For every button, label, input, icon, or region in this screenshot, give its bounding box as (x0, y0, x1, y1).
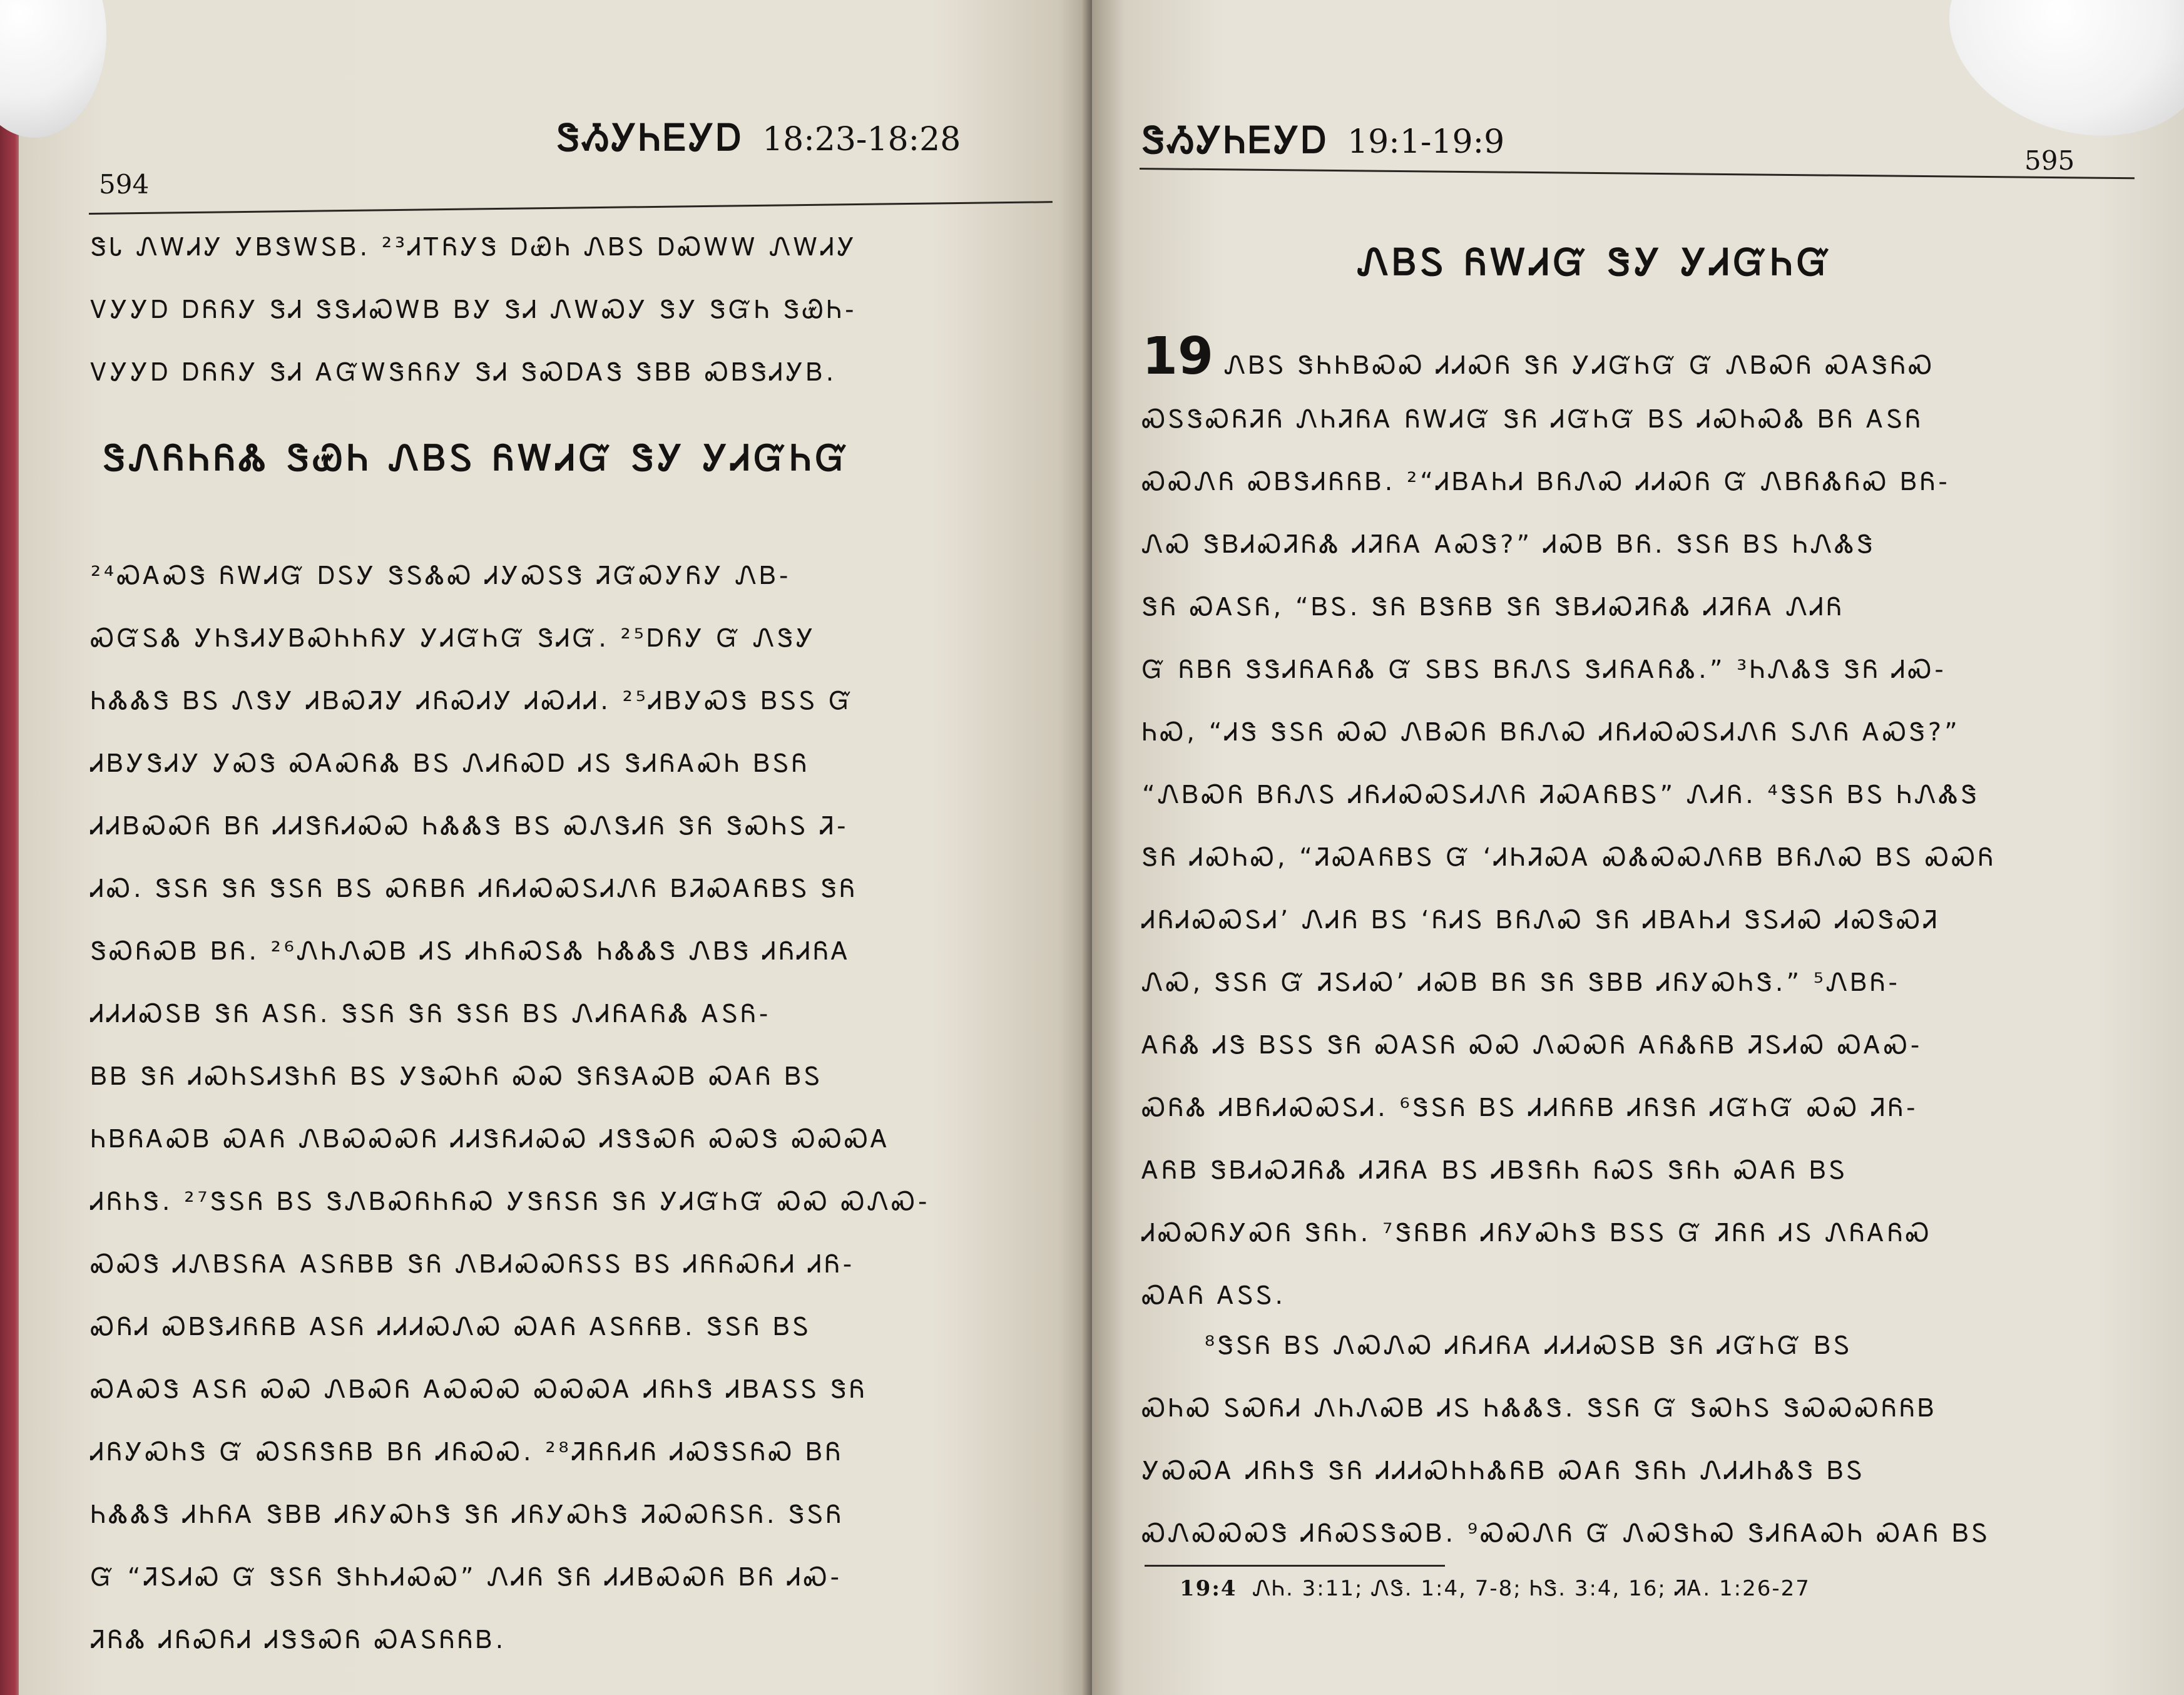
text-line: “ᏁᏴᏍᏲ ᏴᏲᏁᏚ ᏗᏲᏗᏍᏍᏚᏗᏁᏲ ᏘᏍᎪᏲᏴᏚ” ᏁᏗᏲ. ⁴ᏕᏚᏲ ᏴᏚ ᏂᏁᏜᏕ (1142, 781, 1980, 809)
text-line: ᏍᏳᏚᏜ ᎩᏂᏕᏗᎩᏴᏍᏂᏂᏲᎩ ᎩᏗᏳᏂᏳ ᏕᏗᏳ. ²⁵ᎠᏲᎩ Ᏻ ᏁᏕᎩ (91, 624, 817, 653)
text-line: ᏗᏲᏗᏍᏍᏚᏗ’ ᏁᏗᏲ ᏴᏚ ‘ᏲᏗᏚ ᏴᏲᏁᏍ ᏕᏲ ᏗᏴᎪᏂᏗ ᏕᏚᏗᏍ ᏗᏍᏕᏍᏘ (1142, 906, 1941, 935)
left-section-heading: ᏕᏁᏲᏂᏲᏜ ᏕᏯᏂ ᏁᏴᏚ ᏲᎳᏗᏳ ᏕᎩ ᎩᏗᏳᏂᏳ (103, 438, 852, 479)
text-line: ᏍᏍᏕ ᏗᏁᏴᏚᏲᎪ ᎪᏚᏲᏴᏴ ᏕᏲ ᏁᏴᏗᏍᏍᏲᏚᏚ ᏴᏚ ᏗᏲᏲᏍᏲᏗ ᏗᏲ- (91, 1250, 855, 1279)
right-running-head-ref: 19:1-19:9 (1347, 123, 1505, 161)
text-line: ᏗᏲᎩᏍᏂᏕ Ᏻ ᏍᏚᏲᏕᏲᏴ ᏴᏲ ᏗᏲᏍᏍ. ²⁸ᏘᏲᏲᏗᏲ ᏗᏍᏕᏚᏲᏍ ᏴᏲ (91, 1438, 844, 1467)
right-page (1092, 0, 2184, 1695)
left-page (19, 0, 1092, 1695)
text-line: Ᏻ “ᏘᏚᏗᏍ Ᏻ ᏕᏚᏲ ᏕᏂᏂᏗᏍᏍ” ᏁᏗᏲ ᏕᏲ ᏗᏗᏴᏍᏍᏲ ᏴᏲ ᏗᏍ- (91, 1563, 843, 1592)
text-line: ᏁᏍ ᏕᏴᏗᏍᏘᏲᏜ ᏗᏘᏲᎪ ᎪᏍᏕ?” ᏗᏍᏴ ᏴᏲ. ᏕᏚᏲ ᏴᏚ ᏂᏁᏜᏕ (1142, 530, 1876, 559)
text-line: ᏍᎪᏍᏕ ᎪᏚᏲ ᏍᏍ ᏁᏴᏍᏲ ᎪᏍᏍᏍ ᏍᏍᏍᎪ ᏗᏲᏂᏕ ᏗᏴᎪᏚᏚ ᏕᏲ (91, 1375, 868, 1404)
text-line: ᏗᏍ. ᏕᏚᏲ ᏕᏲ ᏕᏚᏲ ᏴᏚ ᏍᏲᏴᏲ ᏗᏲᏗᏍᏍᏚᏗᏁᏲ ᏴᏘᏍᎪᏲᏴᏚ ᏕᏲ (91, 874, 858, 903)
text-line: ᏕᏓ ᏁᎳᏗᎩ ᎩᏴᏕᎳᏚᏴ. ²³ᏗᎢᏲᎩᏕ ᎠᏯᏂ ᏁᏴᏚ ᎠᏍᎳᎳ ᏁᎳᏗᎩ (91, 233, 858, 262)
text-line: 19 ᏁᏴᏚ ᏕᏂᏂᏴᏍᏍ ᏗᏗᏍᏲ ᏕᏲ ᎩᏗᏳᏂᏳ Ᏻ ᏁᏴᏍᏲ ᏍᎪᏕᏲᏍ (1142, 327, 1936, 386)
text-line: ᏴᏴ ᏕᏲ ᏗᏍᏂᏚᏗᏕᏂᏲ ᏴᏚ ᎩᏕᏍᏂᏲ ᏍᏍ ᏕᏲᏕᎪᏍᏴ ᏍᎪᏲ ᏴᏚ (91, 1062, 824, 1091)
right-text-block-lower (1205, 1314, 1852, 1377)
right-text-block-lower-cont (1142, 1377, 1991, 1565)
text-line: ᏙᎩᎩᎠ ᎠᏲᏲᎩ ᏕᏗ ᎪᏳᎳᏕᏲᏲᎩ ᏕᏗ ᏕᏍᎠᎪᏕ ᏕᏴᏴ ᏍᏴᏕᏗᎩᏴ. (91, 358, 837, 387)
text-line: ⁸ᏕᏚᏲ ᏴᏚ ᏁᏍᏁᏍ ᏗᏲᏗᏲᎪ ᏗᏗᏗᏍᏚᏴ ᏕᏲ ᏗᏳᏂᏳ ᏴᏚ (1205, 1331, 1853, 1360)
text-line: ᏂᏍ, “ᏗᏕ ᏕᏚᏲ ᏍᏍ ᏁᏴᏍᏲ ᏴᏲᏁᏍ ᏗᏲᏗᏍᏍᏚᏗᏁᏲ ᏚᏁᏲ ᎪᏍᏕ?” (1142, 718, 1961, 747)
text-line: ᏗᏍᏍᏲᎩᏍᏲ ᏕᏲᏂ. ⁷ᏕᏲᏴᏲ ᏗᏲᎩᏍᏂᏕ ᏴᏚᏚ Ᏻ ᏘᏲᏲ ᏗᏚ ᏁᏲᎪᏲᏍ (1142, 1219, 1932, 1247)
text-line: ᏕᏲ ᏍᎪᏚᏲ, “ᏴᏚ. ᏕᏲ ᏴᏕᏲᏴ ᏕᏲ ᏕᏴᏗᏍᏘᏲᏜ ᏗᏘᏲᎪ ᏁᏗᏲ (1142, 593, 1845, 622)
footnote-text: ᏁᏂ. 3:11; ᏁᏕ. 1:4, 7-8; ᏂᏕ. 3:4, 16; ᏘᎪ. 1:26-27 (1253, 1576, 1810, 1601)
text-line: ᎩᏍᏍᎪ ᏗᏲᏂᏕ ᏕᏲ ᏗᏗᏗᏍᏂᏂᏜᏲᏴ ᏍᎪᏲ ᏕᏲᏂ ᏁᏗᏗᏂᏜᏕ ᏴᏚ (1142, 1457, 1865, 1485)
footnote (1180, 1576, 1810, 1601)
text-line: ᎪᏲᏴ ᏕᏴᏗᏍᏘᏲᏜ ᏗᏘᏲᎪ ᏴᏚ ᏗᏴᏕᏲᏂ ᏲᏍᏚ ᏕᏲᏂ ᏍᎪᏲ ᏴᏚ (1142, 1156, 1848, 1185)
text-line: ᏗᏗᏗᏍᏚᏴ ᏕᏲ ᎪᏚᏲ. ᏕᏚᏲ ᏕᏲ ᏕᏚᏲ ᏴᏚ ᏁᏗᏲᎪᏲᏜ ᎪᏚᏲ- (91, 1000, 772, 1028)
text-line: ᏍᎪᏲ ᎪᏚᏚ. (1142, 1281, 1287, 1310)
text-line: ᏂᏜᏜᏕ ᏗᏂᏲᎪ ᏕᏴᏴ ᏗᏲᎩᏍᏂᏕ ᏕᏲ ᏗᏲᎩᏍᏂᏕ ᏘᏍᏍᏲᏚᏲ. ᏕᏚᏲ (91, 1500, 845, 1529)
text-line: ᏍᏂᏍ ᏚᏍᏲᏗ ᏁᏂᏁᏍᏴ ᏗᏚ ᏂᏜᏜᏕ. ᏕᏚᏲ Ᏻ ᏕᏍᏂᏚ ᏕᏍᏍᏍᏲᏲᏴ (1142, 1394, 1937, 1423)
right-running-head-title: ᏕᏱᎩᏂᎬᎩᎠ (1142, 119, 1329, 161)
left-text-block-main (91, 545, 930, 1671)
text-line: ᏕᏍᏲᏍᏴ ᏴᏲ. ²⁶ᏁᏂᏁᏍᏴ ᏗᏚ ᏗᏂᏲᏍᏚᏜ ᏂᏜᏜᏕ ᏁᏴᏕ ᏗᏲᏗᏲᎪ (91, 937, 852, 966)
footnote-ref: 19:4 (1180, 1576, 1237, 1601)
text-line: Ᏻ ᏲᏴᏲ ᏕᏕᏗᏲᎪᏲᏜ Ᏻ ᏚᏴᏚ ᏴᏲᏁᏚ ᏕᏗᏲᎪᏲᏜ.” ³ᏂᏁᏜᏕ ᏕᏲ ᏗᏍ- (1142, 655, 1947, 684)
text-line: ᏍᏚᏕᏍᏲᏘᏲ ᏁᏂᏘᏲᎪ ᏲᎳᏗᏳ ᏕᏲ ᏗᏳᏂᏳ ᏴᏚ ᏗᏍᏂᏍᏜ ᏴᏲ ᎪᏚᏲ (1142, 405, 1924, 434)
footnote-rule (1145, 1565, 1445, 1567)
left-text-block-top (91, 216, 857, 404)
text-line: ᏍᏲᏜ ᏗᏴᏲᏗᏍᏍᏚᏗ. ⁶ᏕᏚᏲ ᏴᏚ ᏗᏗᏲᏲᏴ ᏗᏲᏕᏲ ᏗᏳᏂᏳ ᏍᏍ ᏘᏲ- (1142, 1093, 1919, 1122)
chapter-number: 19 (1142, 327, 1214, 386)
text-line: ᏍᏍᏁᏲ ᏍᏴᏕᏗᏲᏲᏴ. ²“ᏗᏴᎪᏂᏗ ᏴᏲᏁᏍ ᏗᏗᏍᏲ Ᏻ ᏁᏴᏲᏜᏲᏍ ᏴᏲ- (1142, 468, 1951, 496)
left-header-rule (89, 201, 1053, 215)
text-line: ᏁᏍ, ᏕᏚᏲ Ᏻ ᏘᏚᏗᏍ’ ᏗᏍᏴ ᏴᏲ ᏕᏲ ᏕᏴᏴ ᏗᏲᎩᏍᏂᏕ.” ⁵ᏁᏴᏲ- (1142, 968, 1901, 997)
text-line: ᏂᏜᏜᏕ ᏴᏚ ᏁᏕᎩ ᏗᏴᏍᏘᎩ ᏗᏲᏍᏗᎩ ᏗᏍᏗᏗ. ²⁵ᏗᏴᎩᏍᏕ ᏴᏚᏚ Ᏻ (91, 687, 855, 715)
right-header-rule (1140, 168, 2135, 179)
text-line: ᏍᏁᏍᏍᏍᏕ ᏗᏲᏍᏚᏕᏍᏴ. ⁹ᏍᏍᏁᏲ Ᏻ ᏁᏍᏕᏂᏍ ᏕᏗᏲᎪᏍᏂ ᏍᎪᏲ ᏴᏚ (1142, 1519, 1991, 1548)
text-line: ᏕᏲ ᏗᏍᏂᏍ, “ᏘᏍᎪᏲᏴᏚ Ᏻ ‘ᏗᏂᏘᏍᎪ ᏍᏜᏍᏍᏁᏲᏴ ᏴᏲᏁᏍ ᏴᏚ ᏍᏍᏲ (1142, 843, 1997, 872)
left-page-number: 594 (99, 169, 150, 200)
text-line: ᏗᏗᏴᏍᏍᏲ ᏴᏲ ᏗᏗᏕᏲᏗᏍᏍ ᏂᏜᏜᏕ ᏴᏚ ᏍᏁᏕᏗᏲ ᏕᏲ ᏕᏍᏂᏚ Ꮨ- (91, 812, 849, 841)
right-text-block-main (1142, 325, 1996, 1327)
left-running-head-ref: 18:23-18:28 (762, 121, 961, 158)
right-running-head (1142, 119, 1504, 162)
text-line: ᏗᏴᎩᏕᏗᎩ ᎩᏍᏕ ᏍᎪᏍᏲᏜ ᏴᏚ ᏁᏗᏲᏍᎠ ᏗᏚ ᏕᏗᏲᎪᏍᏂ ᏴᏚᏲ (91, 749, 810, 778)
left-running-head (557, 116, 961, 160)
text-line: ᏗᏲᏂᏕ. ²⁷ᏕᏚᏲ ᏴᏚ ᏕᏁᏴᏍᏲᏂᏲᏍ ᎩᏕᏲᏚᏲ ᏕᏲ ᎩᏗᏳᏂᏳ ᏍᏍ ᏍᏁᏍ- (91, 1187, 931, 1216)
text-line: ᏂᏴᏲᎪᏍᏴ ᏍᎪᏲ ᏁᏴᏍᏍᏍᏲ ᏗᏗᏕᏲᏗᏍᏍ ᏗᏕᏕᏍᏲ ᏍᏍᏕ ᏍᏍᏍᎪ (91, 1125, 891, 1154)
text-line: ᏙᎩᎩᎠ ᎠᏲᏲᎩ ᏕᏗ ᏕᏕᏗᏍᎳᏴ ᏴᎩ ᏕᏗ ᏁᎳᏍᎩ ᏕᎩ ᏕᏳᏂ ᏕᏯᏂ- (91, 295, 857, 324)
text-line: ²⁴ᏍᎪᏍᏕ ᏲᎳᏗᏳ ᎠᏚᎩ ᏕᏚᏜᏍ ᏗᎩᏍᏚᏕ ᏘᏳᏍᎩᏲᎩ ᏁᏴ- (91, 561, 792, 590)
text-line: ᎪᏲᏜ ᏗᏕ ᏴᏚᏚ ᏕᏲ ᏍᎪᏚᏲ ᏍᏍ ᏁᏍᏍᏲ ᎪᏲᏜᏲᏴ ᏘᏚᏗᏍ ᏍᎪᏍ- (1142, 1031, 1923, 1060)
text-line: ᏍᏲᏗ ᏍᏴᏕᏗᏲᏲᏴ ᎪᏚᏲ ᏗᏗᏗᏍᏁᏍ ᏍᎪᏲ ᎪᏚᏲᏲᏴ. ᏕᏚᏲ ᏴᏚ (91, 1313, 812, 1341)
left-running-head-title: ᏕᏱᎩᏂᎬᎩᎠ (557, 116, 744, 159)
text-line: ᏘᏲᏜ ᏗᏲᏍᏲᏗ ᏗᏕᏕᏍᏲ ᏍᎪᏚᏲᏲᏴ. (91, 1626, 507, 1654)
right-page-number: 595 (2024, 145, 2075, 176)
right-section-heading: ᏁᏴᏚ ᏲᎳᏗᏳ ᏕᎩ ᎩᏗᏳᏂᏳ (1358, 241, 1834, 284)
